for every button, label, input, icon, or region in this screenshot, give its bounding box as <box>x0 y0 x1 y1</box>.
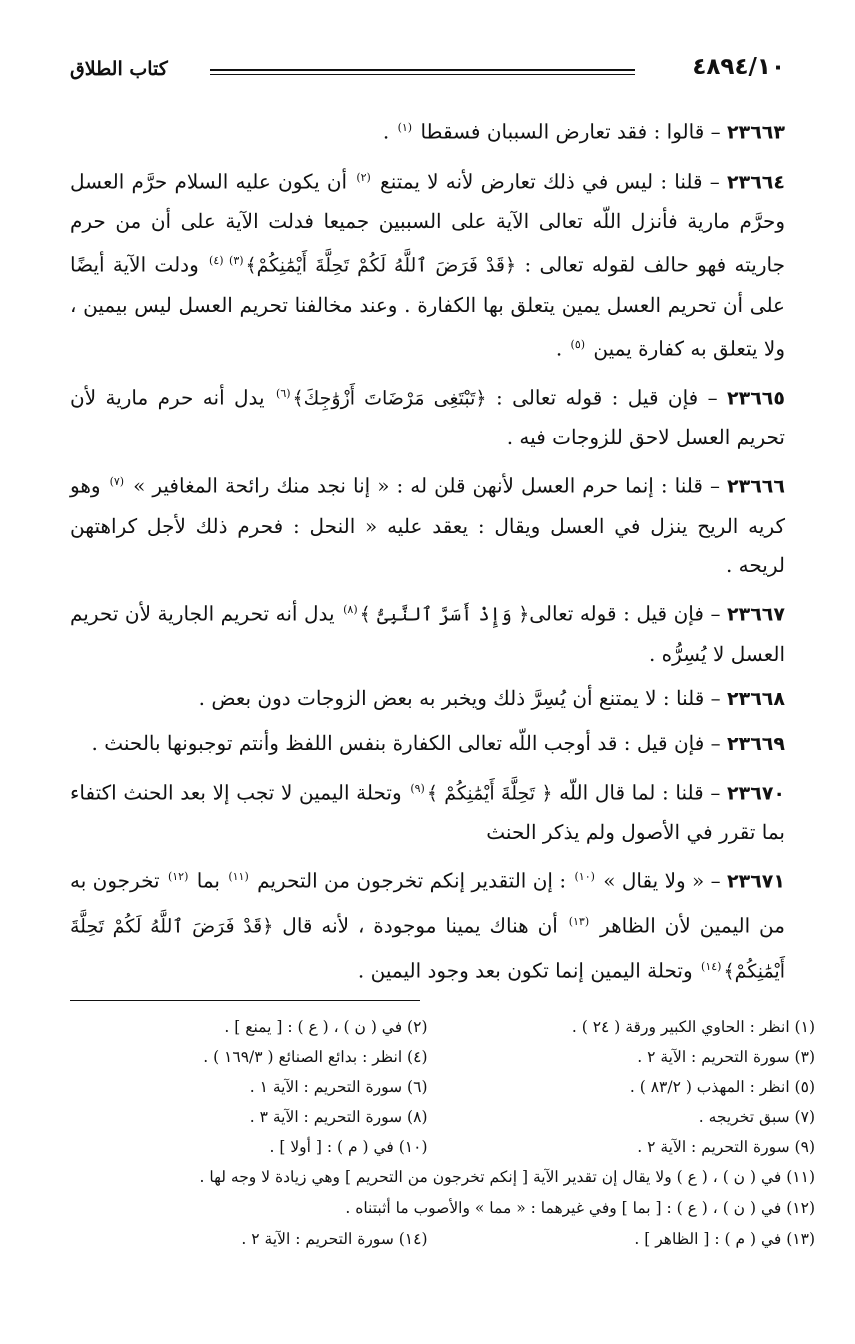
paragraph-text: – قالوا : فقد تعارض السببان فسقطا <box>414 119 728 144</box>
quran-verse: ﴿ وَإِذْ أَسَرَّ ٱلنَّبِىُّ ﴾ <box>359 603 530 626</box>
footnote-row <box>40 1072 815 1102</box>
paragraph-23670 <box>70 769 785 853</box>
paragraph-text: – قلنا : لا يمتنع أن يُسِرَّ ذلك ويخبر به بعض الزوجات دون بعض . <box>198 685 728 710</box>
paragraph-text: – فإن قيل : قد أوجب اللّه تعالى الكفارة بنفس اللفظ وأنتم توجبونها بالحنث . <box>91 730 728 755</box>
paragraph-number: ٢٣٦٦٨ <box>727 687 785 710</box>
footnote-item: (٩) سورة التحريم : الآية ٢ . <box>637 1138 815 1156</box>
footnote-item: (١٠) في ( م ) : [ أولا ] . <box>269 1138 428 1156</box>
paragraph-23667 <box>70 590 785 674</box>
paragraph-text: بما <box>190 868 227 893</box>
paragraph-text: تخرجون به من اليمين لأن الظاهر <box>70 868 785 938</box>
paragraph-text: أن هناك يمينا موجودة ، لأنه قال <box>273 913 567 938</box>
paragraph-text: ودلت الآية أيضًا على أن تحريم العسل يمين يتعلق بها الكفارة . وعند مخالفنا تحريم العسل ليس بيمين ، ولا يتعلق به كفارة يمين <box>70 252 785 361</box>
paragraph-number: ٢٣٦٧١ <box>727 870 785 893</box>
quran-verse: ﴿تَبْتَغِى مَرْضَاتَ أَزْوَٰجِكَ﴾ <box>292 387 487 410</box>
paragraph-number: ٢٣٦٦٩ <box>727 732 785 755</box>
footnote-ref: (٨) <box>343 602 358 616</box>
footnote-item: (٨) سورة التحريم : الآية ٣ . <box>249 1108 428 1126</box>
paragraph-23671 <box>70 857 785 991</box>
paragraph-23669 <box>70 724 785 764</box>
paragraph-text: . <box>555 336 569 361</box>
paragraph-text: وتحلة اليمين إنما تكون بعد وجود اليمين . <box>357 958 700 983</box>
footnote-ref: (١) <box>397 121 413 134</box>
quran-verse: ﴿قَدْ فَرَضَ ٱللَّهُ لَكُمْ تَحِلَّةَ أَيْمَٰنِكُمْ﴾ <box>245 254 517 277</box>
paragraph-text: أن يكون عليه السلام حرَّم العسل وحرَّم مارية فأنزل اللّه تعالى الآية على السببين جميعا فدلت الآية على أن من حرم جاريته فهو حالف لقوله تعالى : <box>70 169 785 277</box>
paragraph-text: . <box>382 119 396 144</box>
paragraph-text: يدل أنه حرم مارية لأن تحريم العسل لاحق للزوجات فيه . <box>70 385 785 450</box>
footnote-ref: (٣) (٤) <box>209 254 244 268</box>
paragraph-number: ٢٣٦٦٥ <box>727 387 785 410</box>
page-number: ٤٨٩٤/١٠ <box>692 54 785 80</box>
footnote-ref: (١٤) <box>701 959 722 973</box>
page-header <box>70 54 785 94</box>
quran-verse: ﴿ تَحِلَّةَ أَيْمَٰنِكُمْ ﴾ <box>426 782 553 805</box>
book-title: كتاب الطلاق <box>70 58 168 80</box>
footnote-item: (١٤) سورة التحريم : الآية ٢ . <box>241 1230 428 1248</box>
paragraph-number: ٢٣٦٦٧ <box>727 603 785 626</box>
footnotes <box>40 1012 815 1254</box>
paragraph-number: ٢٣٦٦٤ <box>727 171 785 194</box>
footnote-row <box>40 1102 815 1132</box>
paragraph-text: – قلنا : لما قال اللّه <box>552 780 728 805</box>
paragraph-23665 <box>70 374 785 458</box>
main-text <box>70 108 785 996</box>
footnote-row <box>40 1224 815 1254</box>
footnote-item: (٢) في ( ن ) ، ( ع ) : [ يمنع ] . <box>224 1018 428 1036</box>
footnote-row <box>40 1132 815 1162</box>
footnote-ref: (١٢) <box>167 870 189 884</box>
footnote-item: (٤) انظر : بدائع الصنائع ( ١٦٩/٣ ) . <box>203 1048 428 1066</box>
quran-verse: ﴿قَدْ فَرَضَ ٱللَّهُ لَكُمْ تَحِلَّةَ أَيْمَٰنِكُمْ﴾ <box>70 915 785 983</box>
footnote-item: (٣) سورة التحريم : الآية ٢ . <box>637 1048 815 1066</box>
footnote-item: (١١) في ( ن ) ، ( ع ) ولا يقال إن تقدير الآية [ إنكم تخرجون من التحريم ] وهي زيادة لا وجه لها . <box>199 1168 815 1186</box>
footnote-ref: (١٠) <box>574 870 595 884</box>
footnote-row <box>40 1042 815 1072</box>
paragraph-text: – قلنا : ليس في ذلك تعارض لأنه لا يمتنع <box>372 169 728 194</box>
footnote-separator <box>70 1000 420 1001</box>
footnote-ref: (٧) <box>109 475 125 489</box>
paragraph-text: – فإن قيل : قوله تعالى <box>529 601 728 626</box>
paragraph-text: – فإن قيل : قوله تعالى : <box>486 385 728 410</box>
paragraph-number: ٢٣٦٦٣ <box>727 121 785 144</box>
footnote-ref: (٥) <box>570 337 586 351</box>
paragraph-text: وهو كريه الريح ينزل في العسل ويقال : يعقد عليه « النحل : فحرم ذلك لأجل كراهتهن لريحه . <box>70 473 785 577</box>
footnote-ref: (٦) <box>276 386 291 400</box>
footnote-item: (١٣) في ( م ) : [ الظاهر ] . <box>634 1230 815 1248</box>
footnote-ref: (١٣) <box>568 914 590 928</box>
footnote-item: (١٢) في ( ن ) ، ( ع ) : [ بما ] وفي غيرهما : « مما » والأصوب ما أثبتناه . <box>345 1199 815 1217</box>
footnote-ref: (٢) <box>356 170 371 184</box>
header-rule <box>210 69 635 75</box>
paragraph-number: ٢٣٦٦٦ <box>727 475 785 498</box>
footnote-item: (٥) انظر : المهذب ( ٨٣/٢ ) . <box>629 1078 815 1096</box>
paragraph-text: : إن التقدير إنكم تخرجون من التحريم <box>250 868 573 893</box>
footnote-row <box>40 1012 815 1042</box>
paragraph-number: ٢٣٦٧٠ <box>727 782 786 805</box>
paragraph-23663 <box>70 108 785 153</box>
footnote-item: (١) انظر : الحاوي الكبير ورقة ( ٢٤ ) . <box>571 1018 815 1036</box>
paragraph-text: – « ولا يقال » <box>596 868 728 893</box>
paragraph-23668 <box>70 679 785 719</box>
paragraph-23664 <box>70 158 785 369</box>
paragraph-23666 <box>70 462 785 585</box>
paragraph-text: – قلنا : إنما حرم العسل لأنهن قلن له : « إنا نجد منك رائحة المغافير » <box>126 473 727 498</box>
footnote-ref: (١١) <box>228 870 249 884</box>
paragraph-text: وتحلة اليمين لا تجب إلا بعد الحنث اكتفاء بما تقرر في الأصول ولم يذكر الحنث <box>70 780 785 845</box>
paragraph-text: يدل أنه تحريم الجارية لأن تحريم العسل لا يُسِرُّه . <box>70 601 785 666</box>
footnote-item: (٦) سورة التحريم : الآية ١ . <box>249 1078 428 1096</box>
footnote-ref: (٩) <box>410 781 425 795</box>
footnote-item: (٧) سبق تخريجه . <box>698 1108 815 1126</box>
